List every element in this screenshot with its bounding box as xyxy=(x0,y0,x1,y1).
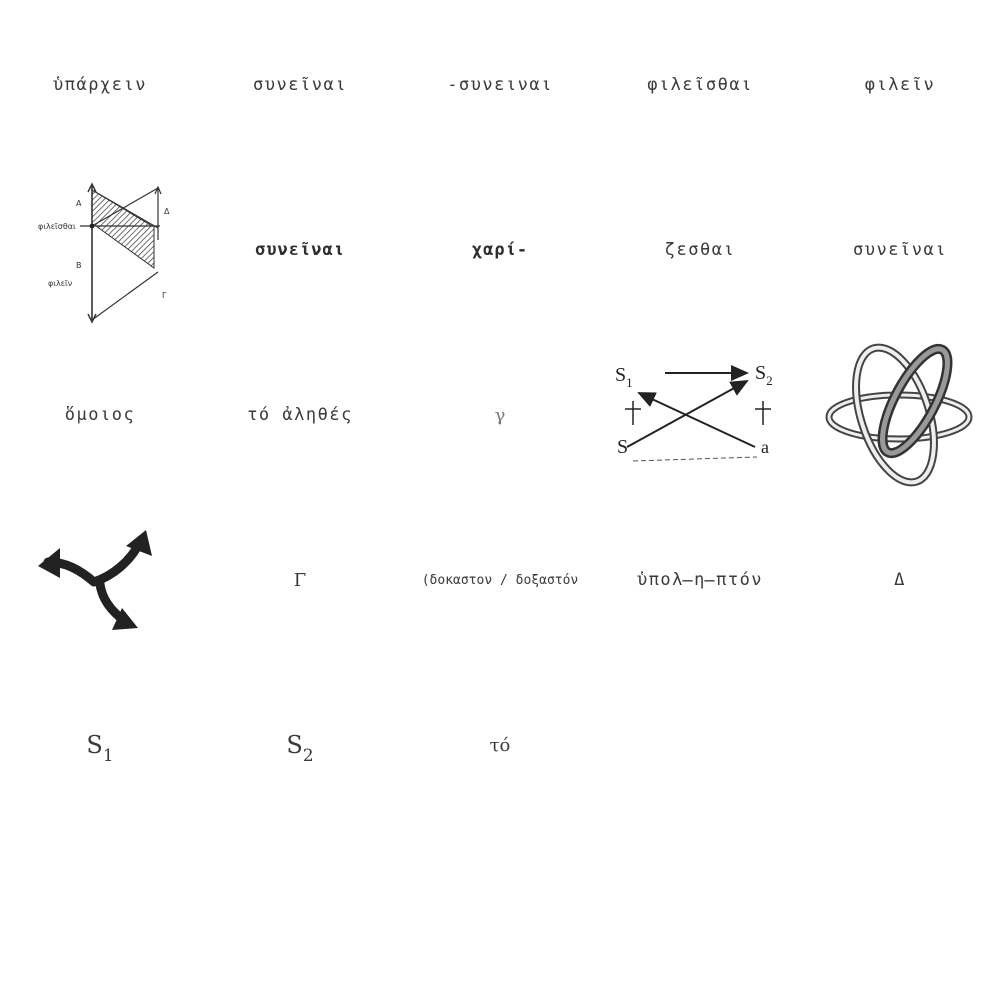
cell-r4-c4 xyxy=(600,535,800,625)
cell-r1-c2 xyxy=(200,40,400,130)
cell-r3-c5 xyxy=(815,335,990,495)
cell-r5-c3 xyxy=(400,700,600,790)
square-s-bar: S xyxy=(617,436,629,458)
word-hypolepton: ὑπολ̶η̶πτόν xyxy=(636,570,764,590)
word-syneinai-2: συνεῖναι xyxy=(255,240,345,260)
word-zesthai: ζεσθαι xyxy=(664,240,736,260)
triangle-diagram-icon xyxy=(20,170,180,330)
word-syneinai: συνεῖναι xyxy=(253,75,347,95)
word-neg-syneinai: -συνειναι xyxy=(447,75,553,95)
cell-r5-c2 xyxy=(200,700,400,790)
word-homoios: ὅμοιος xyxy=(64,405,136,425)
three-arrows-triskelion-icon xyxy=(30,520,170,640)
cell-r2-c2 xyxy=(200,205,400,295)
word-philein: φιλεῖν xyxy=(864,75,936,95)
cell-r2-c5 xyxy=(800,205,1000,295)
word-phileisthai: φιλεῖσθαι xyxy=(647,75,753,95)
semiotic-square-icon xyxy=(605,355,795,475)
cell-r2-c4 xyxy=(600,205,800,295)
cell-r1-c4 xyxy=(600,40,800,130)
cell-r4-c1 xyxy=(30,520,170,640)
word-to-alethes: τό ἀληθές xyxy=(247,405,353,425)
letter-gamma: γ xyxy=(494,404,506,426)
cell-r3-c4 xyxy=(605,355,795,475)
diagram-label-b: Β xyxy=(76,261,82,270)
cell-r5-c1 xyxy=(0,700,200,790)
cell-r4-c5 xyxy=(800,535,1000,625)
cell-r1-c5 xyxy=(800,40,1000,130)
cell-r3-c1 xyxy=(0,370,200,460)
cell-r1-c3 xyxy=(400,40,600,130)
cell-r2-c1 xyxy=(20,170,180,330)
letter-gamma-upper: Γ xyxy=(293,569,307,591)
square-a: a xyxy=(761,437,769,457)
cell-r2-c3 xyxy=(400,205,600,295)
cell-r3-c3 xyxy=(400,370,600,460)
square-s2: $S_2$ xyxy=(755,362,773,388)
diagram-label-gamma: Γ xyxy=(162,291,167,300)
cell-r4-c2 xyxy=(200,535,400,625)
diagram-label-phileisthai: φιλεῖσθαι xyxy=(38,222,76,231)
word-to: τό xyxy=(489,734,511,756)
diagram-label-philein: φιλεῖν xyxy=(48,279,73,288)
diagram-label-a: Α xyxy=(76,199,82,208)
symbol-s1: $S_1$ xyxy=(86,731,114,765)
symbol-s2: $S_2$ xyxy=(286,731,314,765)
word-dokaston-doxaston: (δοκαστον / δοξαστόν xyxy=(421,572,579,588)
word-syneinai-3: συνεῖναι xyxy=(853,240,947,260)
word-chari: χαρί- xyxy=(471,240,529,260)
word-hyparchein: ὑπάρχειν xyxy=(53,75,147,95)
cell-r1-c1 xyxy=(0,40,200,130)
letter-delta: Δ xyxy=(894,570,906,590)
cell-r3-c2 xyxy=(200,370,400,460)
cell-r4-c3 xyxy=(400,535,600,625)
square-s1: $S_1$ xyxy=(615,364,633,390)
torus-knot-rings-icon xyxy=(815,335,990,495)
diagram-label-delta: Δ xyxy=(164,207,170,216)
